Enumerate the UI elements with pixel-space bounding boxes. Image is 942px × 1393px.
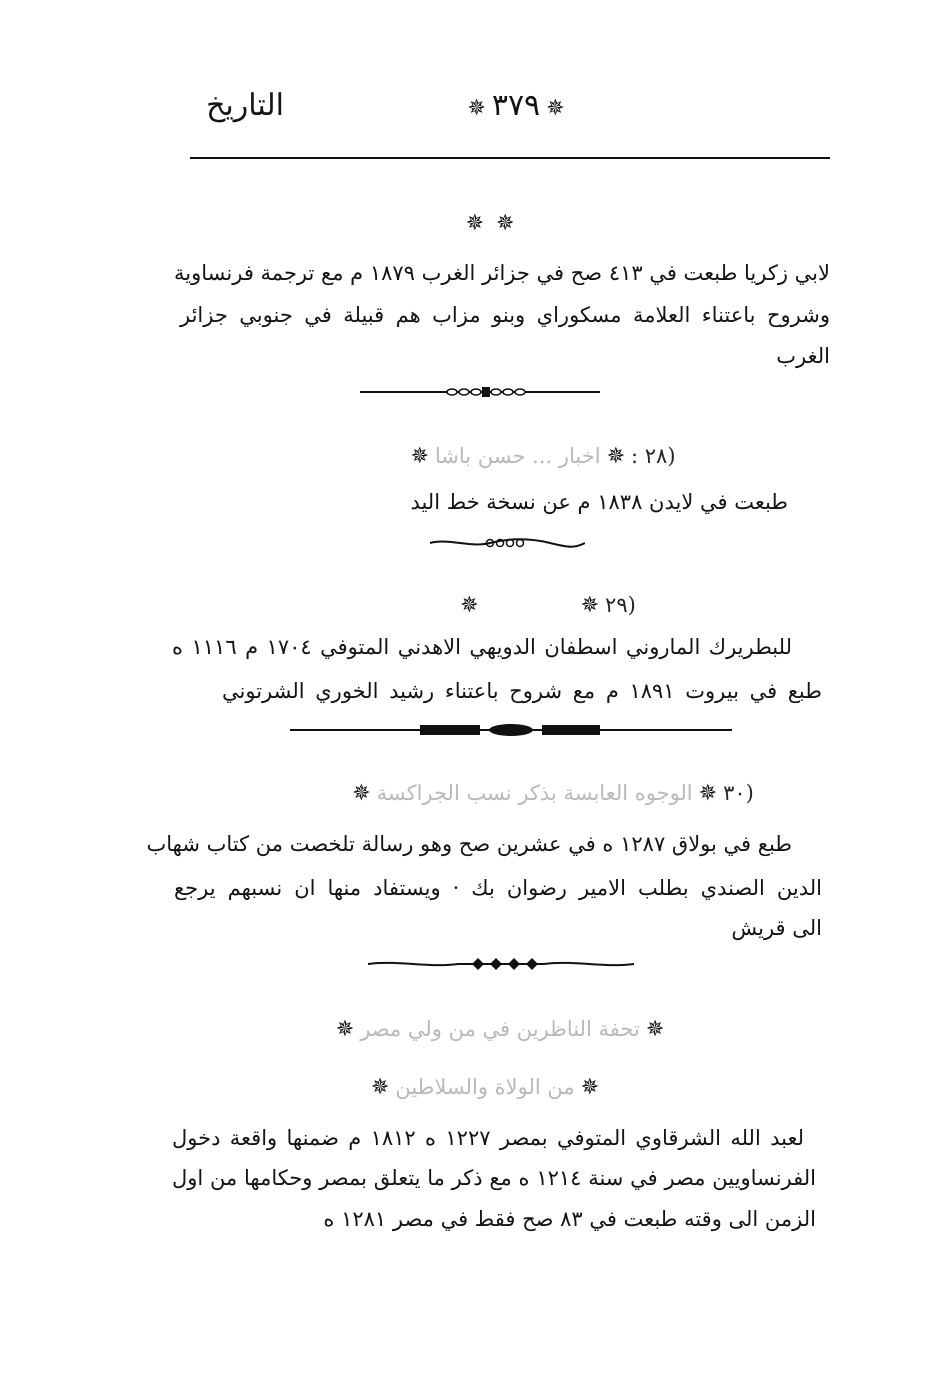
star-ornament-icon: ✵	[580, 593, 600, 618]
text-line: وشروح باعتناء العلامة مسكوراي وبنو مزاب هم قبيلة في جنوبي جزائر	[180, 303, 830, 327]
star-ornament-icon: ✵	[335, 1017, 355, 1042]
text-line: طبعت في لايدن ١٨٣٨ م عن نسخة خط اليد	[410, 490, 788, 514]
text-line: طبع في بيروت ١٨٩١ م مع شروح باعتناء رشيد الخوري الشرتوني	[222, 679, 822, 703]
star-ornament-icon: ✵	[546, 96, 565, 121]
text-line: الفرنساويين مصر في سنة ١٢١٤ ه مع ذكر ما يتعلق بمصر وحكامها من اول	[172, 1166, 816, 1190]
divider-ornament	[360, 386, 600, 398]
section-title: تحفة الناظرين في من ولي مصر	[360, 1017, 640, 1041]
text-line: لابي زكريا طبعت في ٤١٣ صح في جزائر الغرب ١٨٧٩ م مع ترجمة فرنساوية	[174, 261, 830, 285]
star-ornament-icon: ✵	[580, 1075, 600, 1100]
star-ornament-icon: ✵	[606, 444, 626, 469]
star-ornament-icon: ✵	[496, 211, 515, 236]
star-ornament-icon: ✵	[352, 781, 371, 806]
page-number	[456, 88, 576, 123]
section-number: (٢٩	[605, 593, 636, 617]
section-title: اخبار ... حسن باشا	[434, 444, 601, 468]
page-number-text: ٣٧٩	[491, 88, 541, 123]
star-ornament-icon: ✵	[370, 1075, 390, 1100]
running-title: التاريخ	[206, 88, 284, 123]
star-ornament-icon: ✵	[698, 781, 718, 806]
star-ornament-icon: ✵	[460, 593, 479, 618]
section-subtitle: من الولاة والسلاطين	[395, 1075, 575, 1099]
star-ornament-icon: ✵	[410, 444, 429, 469]
header-rule	[190, 157, 830, 159]
section-heading	[360, 208, 620, 239]
text-line: لعبد الله الشرقاوي المتوفي بمصر ١٢٢٧ ه ١٨١٢ م ضمنها واقعة دخول	[172, 1126, 805, 1150]
section-subheading	[345, 1072, 625, 1103]
star-ornament-icon: ✵	[465, 211, 484, 236]
text-line: الغرب	[776, 344, 830, 368]
text-line: طبع في بولاق ١٢٨٧ ه في عشرين صح وهو رسالة تلخصت من كتاب شهاب	[146, 832, 792, 856]
section-heading	[395, 590, 695, 621]
text-line: للبطريرك الماروني اسطفان الدويهي الاهدني المتوفي ١٧٠٤ م ١١١٦ ه	[172, 635, 792, 659]
section-number: (٣٠	[723, 781, 754, 805]
text-line: الزمن الى وقته طبعت في ٨٣ صح فقط في مصر ١٢٨١ ه	[323, 1207, 816, 1231]
section-heading	[285, 778, 815, 809]
section-title: الوجوه العابسة بذكر نسب الجراكسة	[376, 781, 693, 805]
divider-ornament	[368, 956, 634, 972]
star-ornament-icon: ✵	[645, 1017, 665, 1042]
star-ornament-icon: ✵	[467, 96, 486, 121]
section-number: (٢٨ :	[631, 444, 676, 468]
section-heading	[310, 441, 770, 472]
divider-ornament	[290, 722, 732, 738]
text-line: الى قريش	[731, 916, 822, 940]
text-line: الدين الصندي بطلب الامير رضوان بك · ويستفاد منها ان نسبهم يرجع	[174, 876, 822, 900]
section-heading	[315, 1014, 685, 1045]
divider-ornament	[430, 536, 585, 550]
